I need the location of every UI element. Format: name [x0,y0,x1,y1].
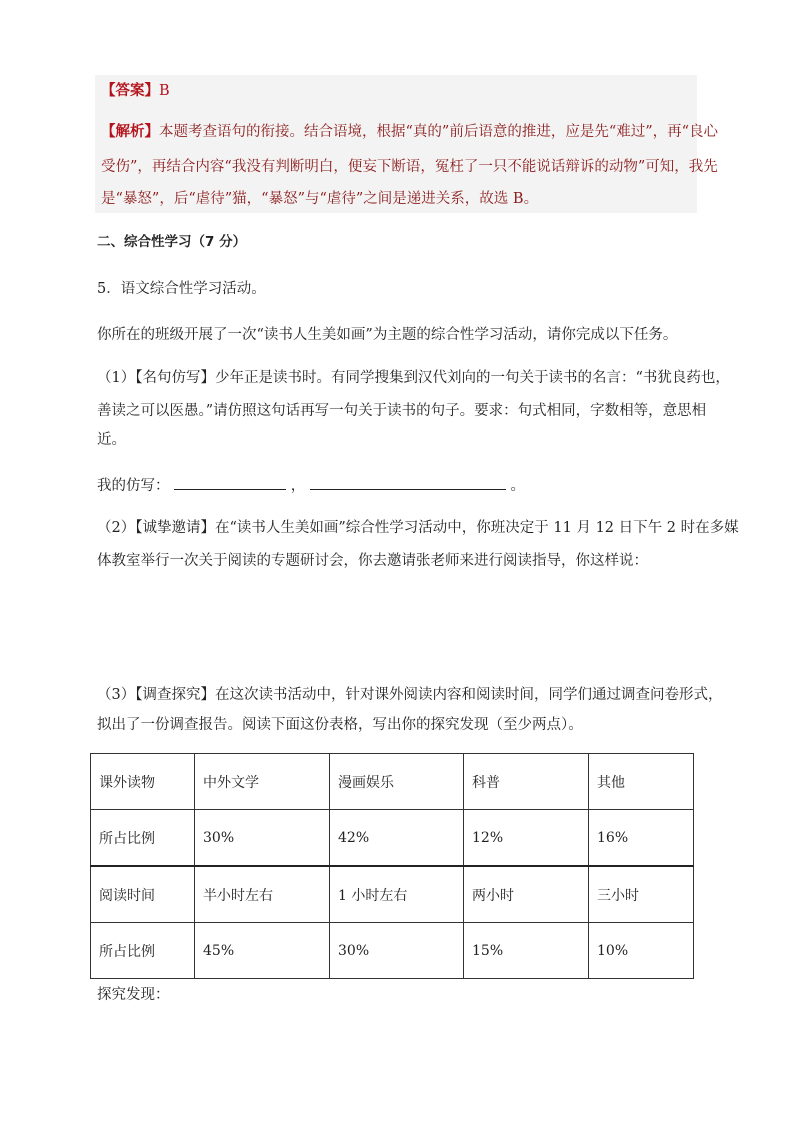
table-cell: 课外读物 [91,754,195,810]
table-cell: 其他 [589,754,694,810]
task1-line-3: 近。 [97,432,126,448]
table-cell: 10% [589,923,694,979]
table-row [91,810,694,867]
table-cell: 16% [589,810,694,867]
table-cell: 所占比例 [91,923,195,979]
task2-tag: 【诚挚邀请】 [135,520,215,536]
table-cell: 所占比例 [91,810,195,867]
table-cell: 半小时左右 [195,866,330,923]
imitation-answer-line: 我的仿写： ， 。 [97,475,525,496]
analysis-line-3: 是“暴怒”，后“虐待”猫，“暴怒”与“虐待”之间是递进关系，故选 B。 [101,191,539,207]
task3-line-2: 拟出了一份调查报告。阅读下面这份表格，写出你的探究发现（至少两点）。 [97,717,583,733]
table-cell: 30% [330,923,464,979]
table-row [91,923,694,979]
analysis-label: 【解析】 [101,123,159,140]
task2-line-1: （2）【诚挚邀请】在“读书人生美如画”综合性学习活动中，你班决定于 11 月 12 日下午 2 时在多媒 [97,520,739,536]
table-cell: 1 小时左右 [330,866,464,923]
findings-label: 探究发现： [97,987,170,1003]
table-cell: 42% [330,810,464,867]
table-row [91,754,694,810]
answer-label: 【答案】 [101,82,159,99]
task1-line-1: （1）【名句仿写】少年正是读书时。有同学搜集到汉代刘向的一句关于读书的名言：“书犹良药也， [97,370,730,386]
table-cell: 中外文学 [195,754,330,810]
task1-tag: 【名句仿写】 [135,370,215,386]
table-cell: 科普 [464,754,589,810]
table-cell: 三小时 [589,866,694,923]
task3-line-1: （3）【调查探究】在这次读书活动中，针对课外阅读内容和阅读时间，同学们通过调查问卷形式， [97,687,723,703]
table-cell: 漫画娱乐 [330,754,464,810]
question-intro: 你所在的班级开展了一次“读书人生美如画”为主题的综合性学习活动，请你完成以下任务。 [97,327,678,343]
task2-line-2: 体教室举行一次关于阅读的专题研讨会，你去邀请张老师来进行阅读指导，你这样说： [97,553,648,569]
imitation-blank-1[interactable] [174,475,286,490]
question-stem: 5．语文综合性学习活动。 [97,281,266,297]
imitation-blank-2[interactable] [310,475,506,490]
task1-line-2: 善读之可以医愚。”请仿照这句话再写一句关于读书的句子。要求：句式相同，字数相等，意思相 [97,403,707,419]
table-cell: 15% [464,923,589,979]
table-cell: 阅读时间 [91,866,195,923]
survey-table [90,753,694,979]
table-cell: 12% [464,810,589,867]
answer-value: B [159,83,170,99]
table-cell: 两小时 [464,866,589,923]
section-title: 二、综合性学习（7 分） [97,234,247,250]
table-row [91,866,694,923]
table-cell: 45% [195,923,330,979]
analysis-line-1: 【解析】本题考查语句的衔接。结合语境，根据“真的”前后语意的推进，应是先“难过”，再“良心 [101,123,719,140]
task3-tag: 【调查探究】 [135,687,215,703]
table-cell: 30% [195,810,330,867]
imitation-prefix: 我的仿写： [97,478,170,494]
analysis-line-2: 受伤”，再结合内容“我没有判断明白，便妄下断语，冤枉了一只不能说话辩诉的动物”可知，我先 [101,159,718,175]
answer-line [101,81,170,101]
